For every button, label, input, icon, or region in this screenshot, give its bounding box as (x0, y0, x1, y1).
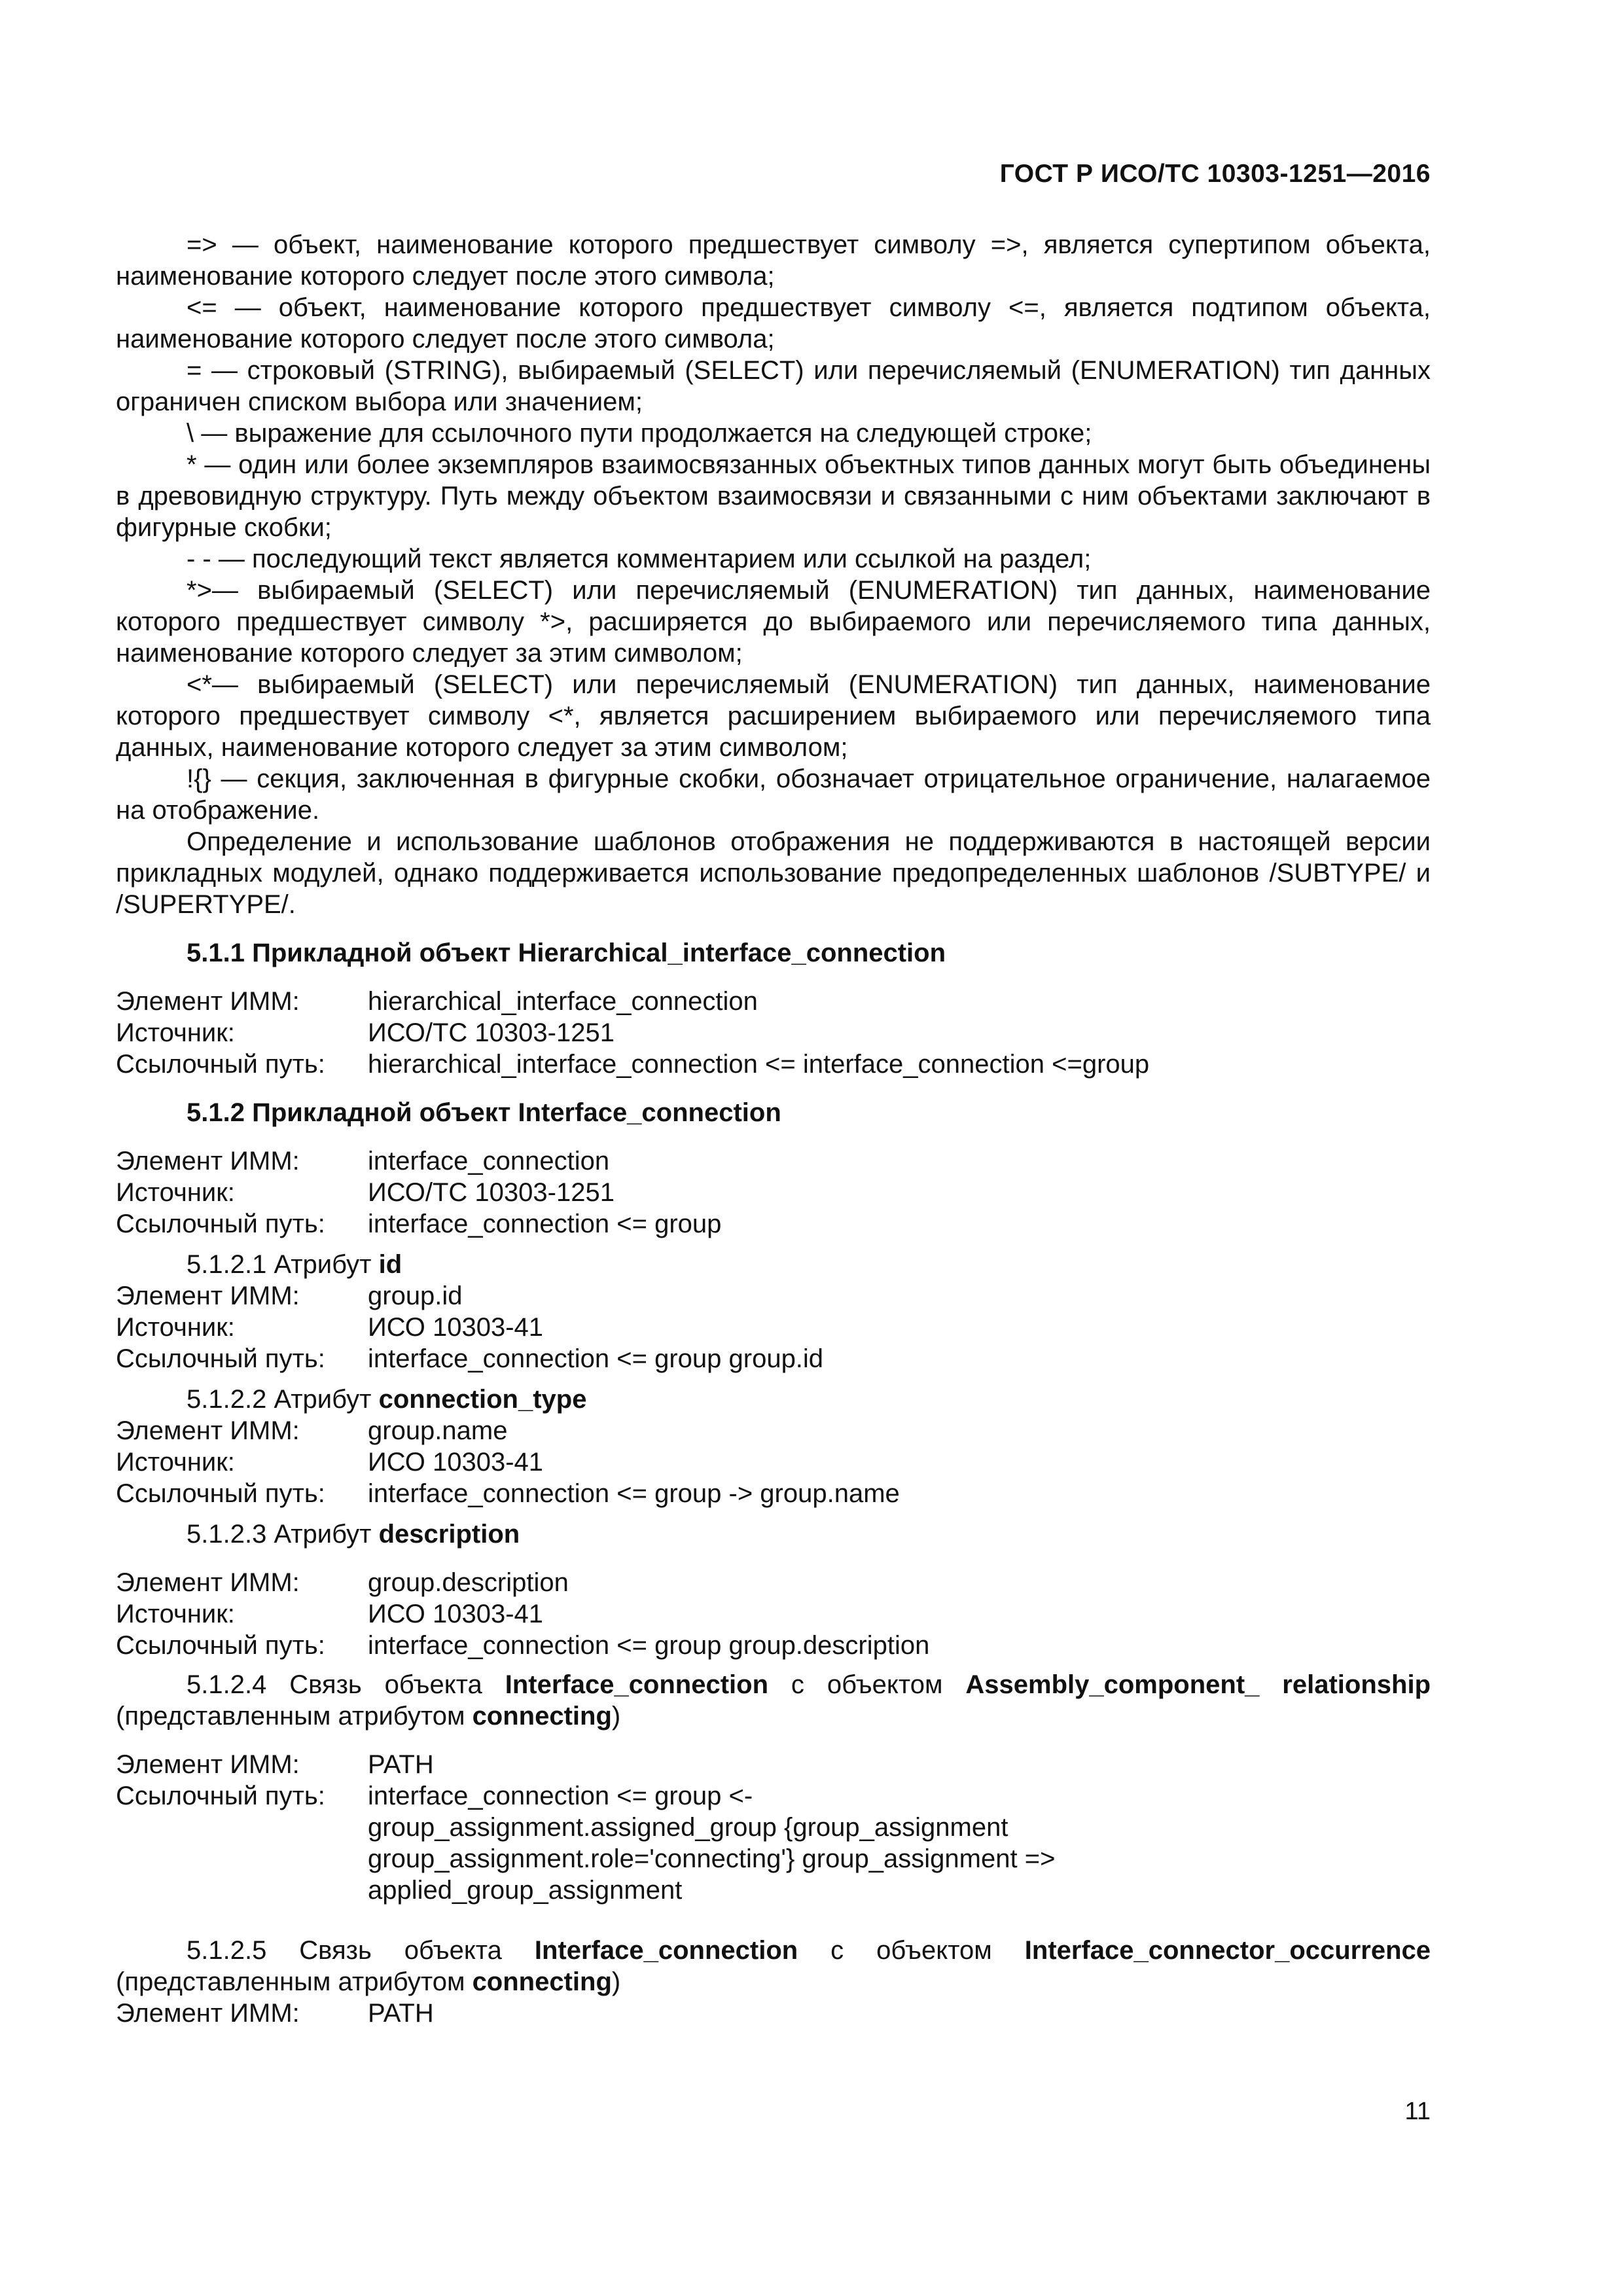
value-source: ИСО 10303-41 (368, 1448, 544, 1477)
mapping-block (116, 1998, 1431, 2029)
subsection-number: 5.1.2.2 Атрибут (187, 1385, 379, 1414)
path-line: interface_connection <= group <- (368, 1782, 753, 1810)
paragraph: *>— выбираемый (SELECT) или перечисляемый (ENUMERATION) тип данных, наименование которого предшествует символу *>, расширяется до выбираемого или перечисляемого типа данных, наименование которого следует за этим символом; (116, 576, 1431, 668)
attribute-name: id (378, 1250, 402, 1279)
value-source: ИСО/ТС 10303-1251 (368, 1178, 615, 1207)
heading-text: (представленным атрибутом (116, 1702, 473, 1731)
paragraph: - - — последующий текст является комментарием или ссылкой на раздел; (187, 545, 1092, 573)
paragraph: \ — выражение для ссылочного пути продолжается на следующей строке; (187, 419, 1092, 448)
label-path: Ссылочный путь: (116, 1631, 325, 1660)
value-element: group.description (368, 1568, 569, 1597)
label-element: Элемент ИММ: (116, 987, 300, 1016)
label-path: Ссылочный путь: (116, 1210, 325, 1238)
value-element: PATH (368, 1750, 434, 1779)
path-line: group_assignment.role='connecting'} group_assignment => (368, 1844, 1056, 1873)
path-line: group_assignment.assigned_group {group_assignment (368, 1813, 1008, 1842)
paragraph: !{} — секция, заключенная в фигурные скобки, обозначает отрицательное ограничение, налагаемое на отображение. (116, 764, 1431, 825)
subsection-heading (116, 1669, 1431, 1732)
attribute-name: connection_type (378, 1385, 587, 1414)
label-element: Элемент ИММ: (116, 1282, 300, 1310)
subsection-number: 5.1.2.3 Атрибут (187, 1520, 379, 1549)
paragraph: <*— выбираемый (SELECT) или перечисляемый (ENUMERATION) тип данных, наименование которого предшествует символу <*, является расширением выбираемого или перечисляемого типа данных, наименование которого следует за этим символом; (116, 670, 1431, 762)
value-element: interface_connection (368, 1147, 610, 1175)
mapping-block (116, 1415, 1431, 1509)
value-element: group.id (368, 1282, 463, 1310)
label-source: Источник: (116, 1448, 235, 1477)
value-path: hierarchical_interface_connection <= interface_connection <=group (368, 1050, 1150, 1079)
entity-name: Interface_connection (505, 1670, 769, 1699)
heading-text: 5.1.2.5 Связь объекта (187, 1936, 535, 1965)
label-source: Источник: (116, 1178, 235, 1207)
attribute-name: connecting (472, 1702, 612, 1731)
entity-name: Interface_connection (534, 1936, 798, 1965)
value-source: ИСО 10303-41 (368, 1313, 544, 1342)
section-heading: 5.1.1 Прикладной объект Hierarchical_interface_connection (187, 939, 946, 967)
label-path: Ссылочный путь: (116, 1050, 325, 1079)
document-header: ГОСТ Р ИСО/ТС 10303-1251—2016 (999, 160, 1431, 188)
heading-text: с объектом (768, 1670, 966, 1699)
label-source: Источник: (116, 1313, 235, 1342)
value-path: interface_connection <= group -> group.name (368, 1479, 900, 1508)
paragraph: => — объект, наименование которого предшествует символу =>, является супертипом объекта, наименование которого следует после этого символа; (116, 230, 1431, 291)
label-element: Элемент ИММ: (116, 1416, 300, 1445)
mapping-block (116, 1567, 1431, 1661)
value-element: group.name (368, 1416, 508, 1445)
value-source: ИСО/ТС 10303-1251 (368, 1018, 615, 1047)
label-path: Ссылочный путь: (116, 1479, 325, 1508)
subsection-heading (116, 1935, 1431, 1998)
paragraph: = — строковый (STRING), выбираемый (SELECT) или перечисляемый (ENUMERATION) тип данных ограничен списком выбора или значением; (116, 356, 1431, 416)
label-source: Источник: (116, 1600, 235, 1628)
attribute-name: connecting (472, 1967, 612, 1996)
value-path: interface_connection <= group (368, 1210, 722, 1238)
value-path (368, 1780, 1431, 1906)
label-source: Источник: (116, 1018, 235, 1047)
subsection-heading (187, 1384, 1431, 1415)
entity-name: Assembly_component_ relationship (965, 1670, 1431, 1699)
paragraph: <= — объект, наименование которого предшествует символу <=, является подтипом объекта, наименование которого следует после этого символа; (116, 293, 1431, 353)
subsection-number: 5.1.2.1 Атрибут (187, 1250, 379, 1279)
label-element: Элемент ИММ: (116, 1750, 300, 1779)
page-number: 11 (1404, 2098, 1431, 2125)
paragraph: * — один или более экземпляров взаимосвязанных объектных типов данных могут быть объединены в древовидную структуру. Путь между объектом взаимосвязи и связанными с ним объектами заключают в фигурные скобки; (116, 450, 1431, 542)
mapping-block (116, 1280, 1431, 1374)
mapping-block (116, 1749, 1431, 1906)
mapping-block (116, 1145, 1431, 1240)
entity-name: Interface_connector_occurrence (1024, 1936, 1431, 1965)
label-path: Ссылочный путь: (116, 1344, 325, 1373)
label-element: Элемент ИММ: (116, 1999, 300, 2028)
value-path: interface_connection <= group group.description (368, 1631, 930, 1660)
heading-text: ) (611, 1702, 621, 1731)
subsection-heading (187, 1518, 1431, 1550)
label-path: Ссылочный путь: (116, 1782, 325, 1810)
page-content (116, 229, 1431, 2029)
heading-text: (представленным атрибутом (116, 1967, 473, 1996)
mapping-block (116, 986, 1431, 1080)
section-heading: 5.1.2 Прикладной объект Interface_connection (187, 1098, 781, 1127)
label-element: Элемент ИММ: (116, 1568, 300, 1597)
value-element: hierarchical_interface_connection (368, 987, 758, 1016)
value-element: PATH (368, 1999, 434, 2028)
path-line: applied_group_assignment (368, 1876, 683, 1905)
paragraph: Определение и использование шаблонов отображения не поддерживаются в настоящей версии прикладных модулей, однако поддерживается использование предопределенных шаблонов /SUBTYPE/ и /SUPERTYPE/. (116, 827, 1431, 919)
value-path: interface_connection <= group group.id (368, 1344, 824, 1373)
attribute-name: description (378, 1520, 520, 1549)
subsection-heading (187, 1249, 1431, 1280)
heading-text: 5.1.2.4 Связь объекта (187, 1670, 505, 1699)
heading-text: ) (611, 1967, 621, 1996)
label-element: Элемент ИММ: (116, 1147, 300, 1175)
value-source: ИСО 10303-41 (368, 1600, 544, 1628)
heading-text: с объектом (798, 1936, 1025, 1965)
